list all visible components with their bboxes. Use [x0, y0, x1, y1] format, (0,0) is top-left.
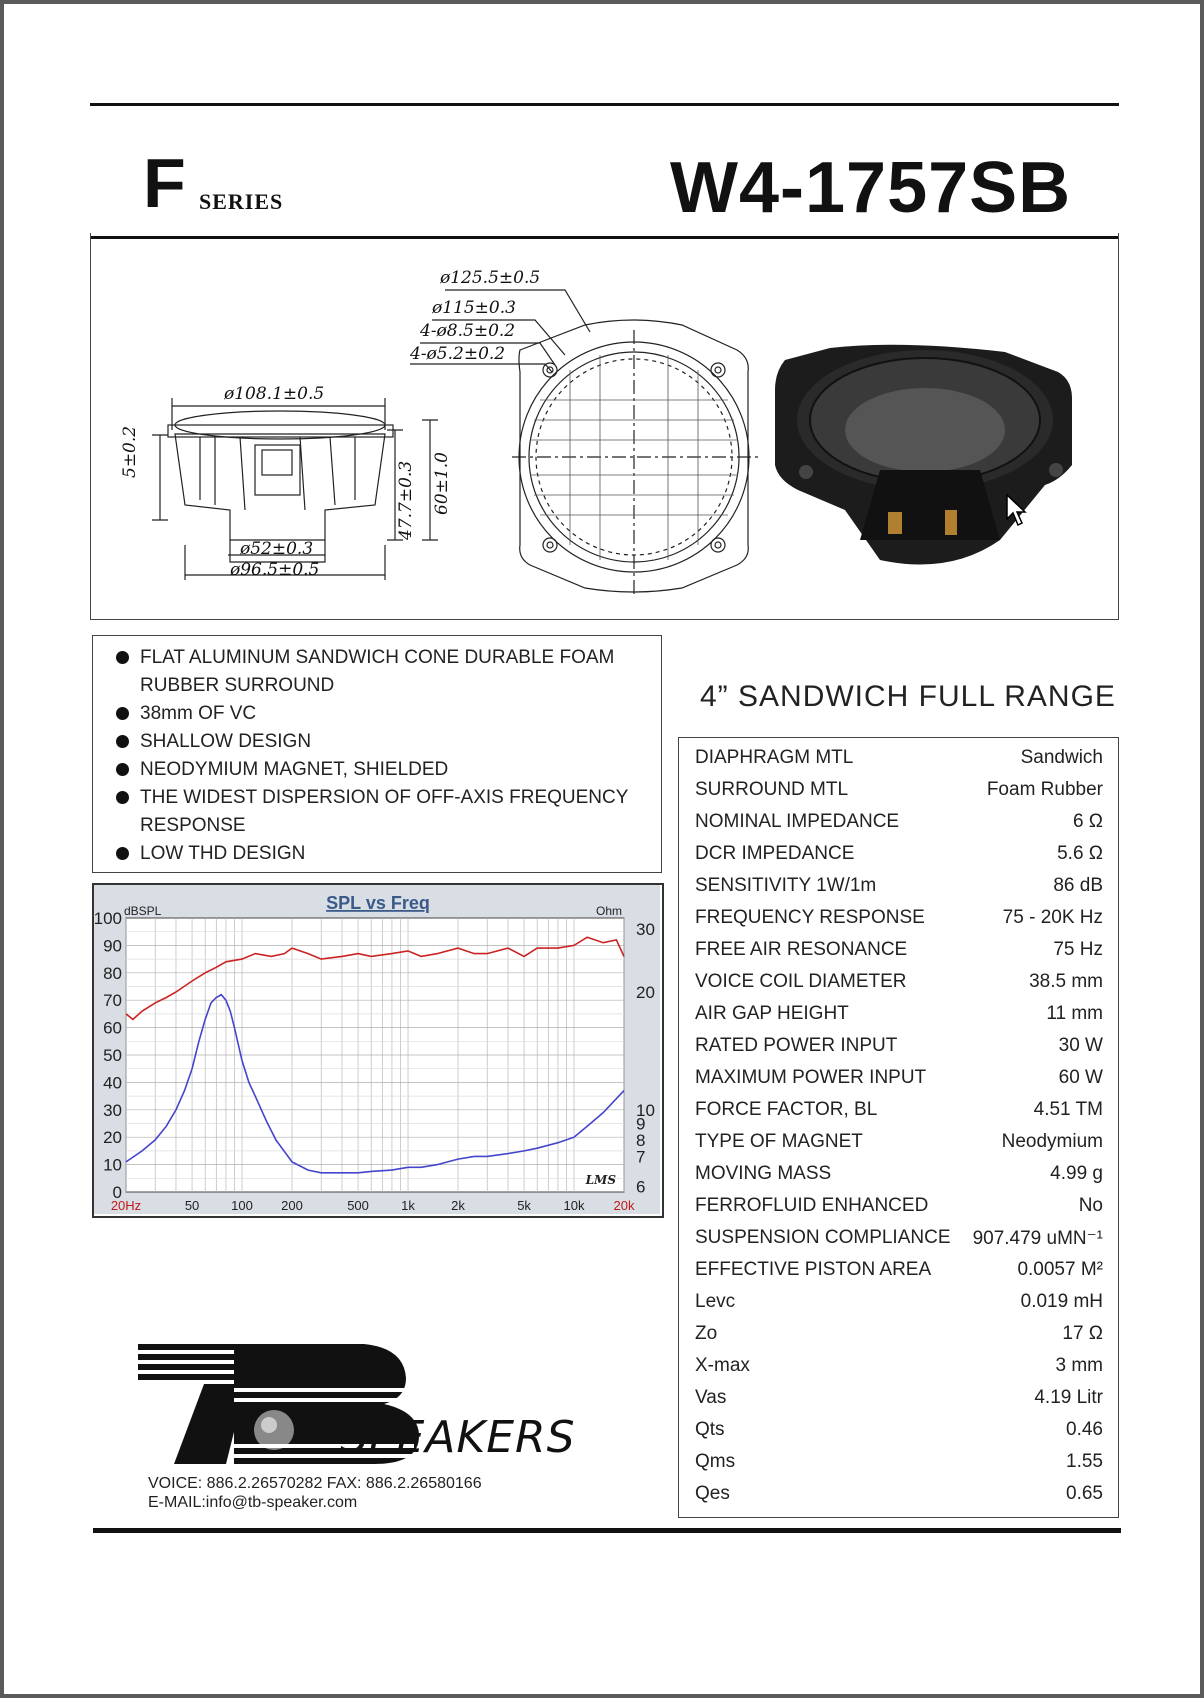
logo-word: SPEAKERS: [340, 1412, 576, 1463]
side-view-flange: [168, 425, 393, 437]
spec-label: Vas: [695, 1387, 727, 1408]
y-tick-label-left: 0: [112, 1183, 122, 1202]
y-tick-label-left: 10: [103, 1155, 122, 1175]
technical-drawing: [0, 0, 1204, 640]
spec-label: DIAPHRAGM MTL: [695, 747, 854, 768]
spec-label: SUSPENSION COMPLIANCE: [695, 1227, 951, 1248]
dim-mount-depth: 47.7±0.3: [396, 460, 416, 540]
y-tick-label-right: 20: [636, 982, 655, 1002]
spec-label: AIR GAP HEIGHT: [695, 1003, 849, 1024]
bullet-icon: [116, 791, 129, 804]
spec-label: FREE AIR RESONANCE: [695, 939, 908, 960]
spec-table: [678, 737, 1119, 1518]
spec-value: Neodymium: [1001, 1131, 1103, 1152]
x-tick-label: 5k: [517, 1198, 531, 1213]
feature-item: 38mm OF VC: [116, 700, 656, 728]
spec-value: 75 - 20K Hz: [1002, 907, 1103, 928]
spec-value: 60 W: [1058, 1067, 1103, 1088]
y-tick-label-right: 9: [636, 1114, 646, 1134]
x-tick-label: 100: [231, 1198, 253, 1213]
spec-label: X-max: [695, 1355, 750, 1376]
dim-screw-holes: 4-ø5.2±0.2: [410, 344, 506, 364]
spec-label: FORCE FACTOR, BL: [695, 1099, 878, 1120]
spec-row: [695, 1323, 1103, 1353]
dim-magnet-diameter: ø52±0.3: [240, 539, 314, 559]
dim-total-depth: 60±1.0: [432, 452, 452, 515]
model-number: W4-1757SB: [670, 148, 1072, 228]
spec-value: 0.46: [1066, 1419, 1103, 1440]
spec-value: 11 mm: [1046, 1003, 1103, 1024]
spec-value: 3 mm: [1055, 1355, 1103, 1376]
x-tick-label: 200: [281, 1198, 303, 1213]
spec-row: [695, 875, 1103, 905]
y-tick-label-right: 10: [636, 1100, 655, 1120]
features-list: [116, 644, 656, 868]
feature-item: SHALLOW DESIGN: [116, 728, 656, 756]
x-tick-label: 10k: [563, 1198, 585, 1213]
spec-row: [695, 1067, 1103, 1097]
feature-item: LOW THD DESIGN: [116, 840, 656, 868]
spec-row: [695, 1451, 1103, 1481]
spec-value: 4.19 Litr: [1034, 1387, 1103, 1408]
spec-row: [695, 1291, 1103, 1321]
spec-label: Qes: [695, 1483, 730, 1504]
mouse-pointer-icon: [1006, 494, 1028, 528]
spec-row: [695, 811, 1103, 841]
footer-rule: [93, 1528, 1121, 1533]
spec-row: [695, 1227, 1103, 1257]
feature-item: NEODYMIUM MAGNET, SHIELDED: [116, 756, 656, 784]
x-tick-label: 1k: [401, 1198, 415, 1213]
spec-value: 5.6 Ω: [1057, 843, 1103, 864]
lms-watermark: LMS: [585, 1173, 616, 1187]
spec-label: Levc: [695, 1291, 736, 1312]
y-tick-label-left: 30: [103, 1100, 122, 1120]
spec-value: 0.019 mH: [1020, 1291, 1103, 1312]
y-tick-label-right: 30: [636, 919, 655, 939]
y-tick-label-left: 60: [103, 1018, 122, 1038]
y-tick-label-left: 50: [103, 1046, 122, 1065]
feature-item: FLAT ALUMINUM SANDWICH CONE DURABLE FOAM RUBBER SURROUND: [116, 644, 656, 700]
spec-label: TYPE OF MAGNET: [695, 1131, 863, 1152]
spec-value: No: [1078, 1195, 1103, 1216]
spec-row: [695, 1483, 1103, 1513]
product-subtitle: 4” SANDWICH FULL RANGE: [700, 680, 1116, 713]
spec-row: [695, 907, 1103, 937]
chart-title: SPL vs Freq: [326, 893, 430, 913]
spec-row: [695, 971, 1103, 1001]
spec-value: 30 W: [1058, 1035, 1103, 1056]
spec-label: Qts: [695, 1419, 725, 1440]
series-letter: F: [143, 144, 186, 222]
dim-mount-diameter: ø115±0.3: [432, 298, 516, 318]
y-axis-label-left: dBSPL: [124, 904, 162, 918]
x-tick-label: 20Hz: [110, 1198, 142, 1213]
spec-row: [695, 843, 1103, 873]
spec-row: [695, 1195, 1103, 1225]
series-word: SERIES: [199, 189, 284, 214]
spec-label: MAXIMUM POWER INPUT: [695, 1067, 927, 1088]
spec-row: [695, 1163, 1103, 1193]
spec-label: FERROFLUID ENHANCED: [695, 1195, 929, 1216]
y-tick-label-left: 20: [103, 1128, 122, 1148]
spec-row: [695, 939, 1103, 969]
spec-value: 1.55: [1066, 1451, 1103, 1472]
spec-row: [695, 779, 1103, 809]
dim-outer-diameter: ø125.5±0.5: [440, 268, 541, 288]
feature-item: THE WIDEST DISPERSION OF OFF-AXIS FREQUENCY RESPONSE: [116, 784, 656, 840]
spec-label: NOMINAL IMPEDANCE: [695, 811, 900, 832]
x-tick-label: 500: [347, 1198, 369, 1213]
spec-label: DCR IMPEDANCE: [695, 843, 855, 864]
y-tick-label-right: 6: [636, 1177, 646, 1197]
dim-flange-height: 5±0.2: [120, 425, 140, 478]
bullet-icon: [116, 735, 129, 748]
spec-row: [695, 1099, 1103, 1129]
dim-mount-holes: 4-ø8.5±0.2: [420, 321, 516, 341]
x-tick-label: 50: [184, 1198, 200, 1213]
spec-value: 86 dB: [1053, 875, 1103, 896]
bullet-icon: [116, 847, 129, 860]
y-tick-label-left: 70: [103, 991, 122, 1011]
spec-label: MOVING MASS: [695, 1163, 832, 1184]
spec-row: [695, 1387, 1103, 1417]
contact-info: [148, 1474, 482, 1512]
spec-value: 38.5 mm: [1029, 971, 1103, 992]
spec-label: SURROUND MTL: [695, 779, 849, 800]
spec-value: 6 Ω: [1072, 811, 1103, 832]
spec-label: Qms: [695, 1451, 736, 1472]
dim-grille-diameter: ø108.1±0.5: [224, 384, 325, 404]
dim-cutout-diameter: ø96.5±0.5: [230, 560, 320, 580]
spl-chart: [94, 885, 660, 1214]
speaker-photo: [775, 345, 1072, 565]
y-tick-label-left: 40: [103, 1073, 122, 1093]
y-tick-label-left: 100: [94, 909, 122, 928]
y-tick-label-right: 7: [636, 1147, 646, 1167]
spec-row: [695, 1131, 1103, 1161]
spec-label: VOICE COIL DIAMETER: [695, 971, 907, 992]
bullet-icon: [116, 707, 129, 720]
spec-value: 907.479 uMN⁻¹: [972, 1228, 1103, 1249]
x-tick-label: 20k: [613, 1198, 635, 1213]
spec-label: RATED POWER INPUT: [695, 1035, 898, 1056]
spec-row: [695, 1003, 1103, 1033]
bullet-icon: [116, 651, 129, 664]
spec-row: [695, 1355, 1103, 1385]
spec-row: [695, 747, 1103, 777]
spec-row: [695, 1035, 1103, 1065]
x-tick-label: 2k: [451, 1198, 465, 1213]
spec-value: Foam Rubber: [986, 779, 1103, 800]
y-tick-label-left: 80: [103, 963, 122, 983]
spec-value: 4.51 TM: [1033, 1099, 1103, 1120]
contact-phone-fax: VOICE: 886.2.26570282 FAX: 886.2.26580166: [148, 1475, 482, 1492]
spec-value: 0.65: [1066, 1483, 1103, 1504]
y-tick-label-right: 8: [636, 1130, 646, 1150]
y-tick-label-left: 90: [103, 936, 122, 956]
contact-email: E-MAIL:info@tb-speaker.com: [148, 1494, 358, 1511]
spec-row: [695, 1259, 1103, 1289]
bullet-icon: [116, 763, 129, 776]
spec-value: 4.99 g: [1050, 1163, 1103, 1184]
spec-label: Zo: [695, 1323, 718, 1344]
spec-value: 17 Ω: [1062, 1323, 1103, 1344]
spec-label: EFFECTIVE PISTON AREA: [695, 1259, 932, 1280]
spec-label: SENSITIVITY 1W/1m: [695, 875, 877, 896]
spec-row: [695, 1419, 1103, 1449]
spec-value: 0.0057 M²: [1017, 1259, 1103, 1280]
spec-label: FREQUENCY RESPONSE: [695, 907, 925, 928]
spec-value: Sandwich: [1020, 747, 1103, 768]
y-axis-label-right: Ohm: [595, 904, 622, 918]
spec-value: 75 Hz: [1053, 939, 1103, 960]
